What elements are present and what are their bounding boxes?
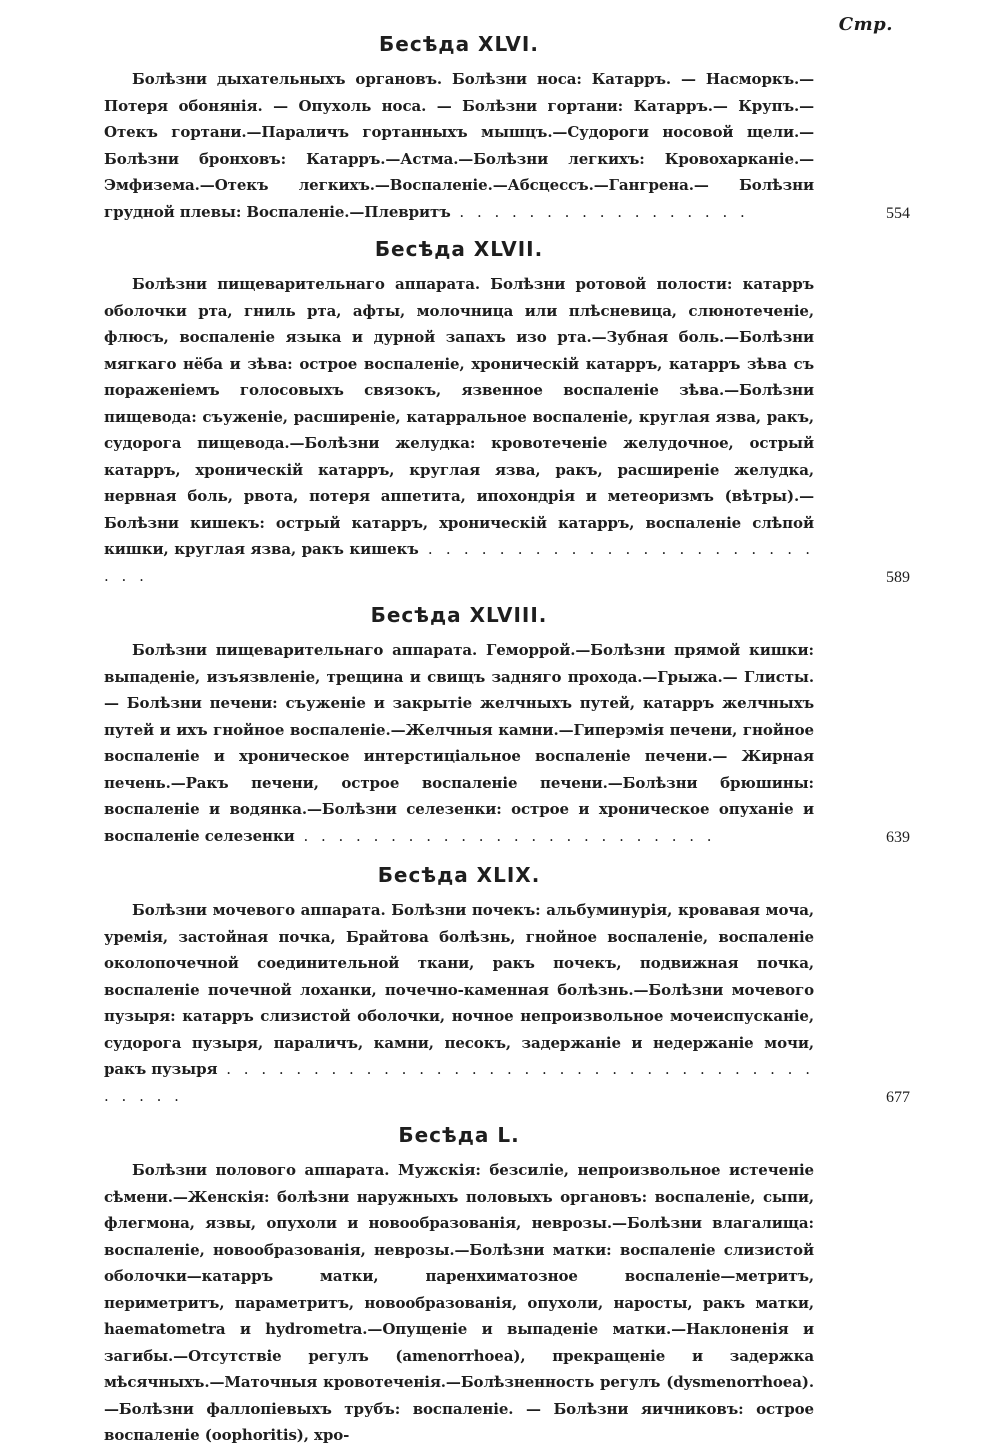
section-heading: Бесѣда XLVIII. xyxy=(370,603,548,627)
dot-leader: . . . . . . . . . . . . . . . . . . . . . . . . . . . . . . . . . . . . . . . xyxy=(104,1060,815,1105)
dot-leader: . . . . . . . . . . . . . . . . . . . . . . . . xyxy=(294,826,716,845)
page-number: 589 xyxy=(886,569,910,586)
section-entry xyxy=(104,637,910,849)
dot-leader: . . . . . . . . . . . . . . . . . xyxy=(450,202,749,221)
section-text xyxy=(104,1157,814,1449)
page-number: 554 xyxy=(886,205,910,222)
section-entry xyxy=(104,66,910,225)
toc-section xyxy=(104,235,910,589)
section-text xyxy=(104,637,814,849)
page-number: 677 xyxy=(886,1089,910,1106)
section-text-content: Болѣзни дыхательныхъ органовъ. Болѣзни носа: Катарръ. — Насморкъ.— Потеря обонянія. — Опухоль носа. — Болѣзни гортани: Катарръ.— Крупъ.—Отекъ гортани.—Параличъ гортанныхъ мышцъ.—Судороги носовой щели.—Болѣзни бронховъ: Катарръ.—Астма.—Болѣзни легкихъ: Кровохарканіе.—Эмфизема.—Отекъ легкихъ.—Воспаленіе.—Абсцессъ.—Гангрена.— Болѣзни грудной плевы: Воспаленіе.—Плевритъ xyxy=(104,70,814,221)
table-of-contents xyxy=(104,30,910,1449)
section-entry xyxy=(104,1157,910,1449)
section-text-content: Болѣзни полового аппарата. Мужскія: безсиліе, непроизвольное истеченіе сѣмени.—Женскія: болѣзни наружныхъ половыхъ органовъ: воспаленіе, сыпи, флегмона, язвы, опухоли и новообразованія, неврозы.—Болѣзни влагалища: воспаленіе, новообразованія, неврозы.—Болѣзни матки: воспаленіе слизистой оболочки—катарръ матки, паренхиматозное воспаленіе—метритъ, периметритъ, параметритъ, новообразованія, опухоли, наросты, ракъ матки, haematometra и hydrometra.—Опущеніе и выпаденіе матки.—Наклоненія и загибы.—Отсутствіе регулъ (amenorrhoea), прекращеніе и задержка мѣсячныхъ.—Маточныя кровотеченія.—Болѣзненность регулъ (dysmenorrhoea).—Болѣзни фаллопіевыхъ трубъ: воспаленіе. — Болѣзни яичниковъ: острое воспаленіе (oophoritis), хро- xyxy=(104,1161,814,1444)
section-entry xyxy=(104,897,910,1109)
section-text-content: Болѣзни мочевого аппарата. Болѣзни почекъ: альбуминурія, кровавая моча, уремія, застойная почка, Брайтова болѣзнь, гнойное воспаленіе, воспаленіе околопочечной соединительной ткани, ракъ почекъ, подвижная почка, воспаленіе почечной лоханки, почечно-каменная болѣзнь.—Болѣзни мочевого пузыря: катарръ слизистой оболочки, ночное непроизвольное мочеиспусканіе, судорога пузыря, параличъ, камни, песокъ, задержаніе и недержаніе мочи, ракъ пузыря xyxy=(104,901,814,1078)
section-heading: Бесѣда XLIX. xyxy=(377,863,541,887)
toc-section xyxy=(104,601,910,849)
dot-leader: . . . . . . . . . . . . . . . . . . . . . . . . . xyxy=(104,540,815,585)
toc-section xyxy=(104,1121,910,1449)
section-heading: Бесѣда XLVII. xyxy=(374,237,544,261)
section-heading: Бесѣда XLVI. xyxy=(379,32,539,56)
toc-section xyxy=(104,30,910,225)
section-text xyxy=(104,897,814,1109)
page-column-label: Стр. xyxy=(838,14,893,35)
section-text xyxy=(104,271,814,589)
section-text xyxy=(104,66,814,225)
section-entry xyxy=(104,271,910,589)
toc-section xyxy=(104,861,910,1109)
section-text-content: Болѣзни пищеварительнаго аппарата. Болѣзни ротовой полости: катарръ оболочки рта, гниль рта, афты, молочница или плѣсневица, слюнотеченіе, флюсъ, воспаленіе языка и дурной запахъ изо рта.—Зубная боль.—Болѣзни мягкаго нёба и зѣва: острое воспаленіе, хроническій катарръ, катарръ зѣва съ пораженіемъ голосовыхъ связокъ, язвенное воспаленіе зѣва.—Болѣзни пищевода: съуженіе, расширеніе, катарральное воспаленіе, круглая язва, ракъ, судорога пищевода.—Болѣзни желудка: кровотеченіе желудочное, острый катарръ, хроническій катарръ, круглая язва, ракъ, расширеніе желудка, нервная боль, рвота, потеря аппетита, ипохондрія и метеоризмъ (вѣтры).— Болѣзни кишекъ: острый катарръ, хроническій катарръ, воспаленіе слѣпой кишки, круглая язва, ракъ кишекъ xyxy=(104,275,814,558)
section-heading: Бесѣда L. xyxy=(398,1123,520,1147)
page-number: 639 xyxy=(886,829,910,846)
section-text-content: Болѣзни пищеварительнаго аппарата. Геморрой.—Болѣзни прямой кишки: выпаденіе, изъязвленіе, трещина и свищъ задняго прохода.—Грыжа.— Глисты. — Болѣзни печени: съуженіе и закрытіе желчныхъ путей, катарръ желчныхъ путей и ихъ гнойное воспаленіе.—Желчныя камни.—Гиперэмія печени, гнойное воспаленіе и хроническое интерстиціальное воспаленіе печени.— Жирная печень.—Ракъ печени, острое воспаленіе печени.—Болѣзни брюшины: воспаленіе и водянка.—Болѣзни селезенки: острое и хроническое опуханіе и воспаленіе селезенки xyxy=(104,641,814,845)
